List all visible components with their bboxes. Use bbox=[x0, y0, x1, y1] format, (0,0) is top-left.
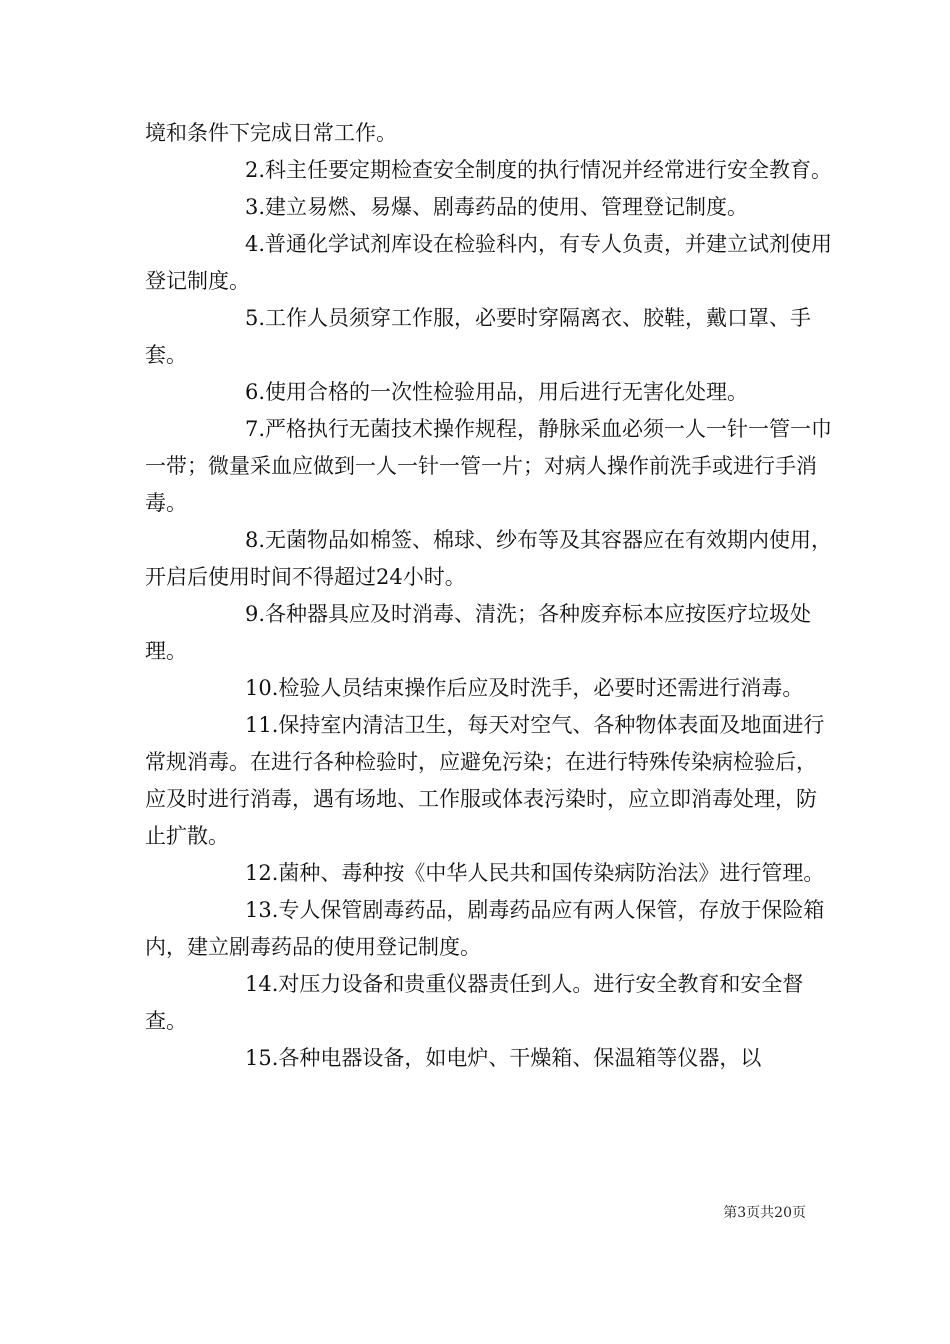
paragraph-item-7: 7.严格执行无菌技术操作规程，静脉采血必须一人一针一管一巾一带；微量采血应做到一人一针一管一片；对病人操作前洗手或进行手消毒。 bbox=[145, 417, 833, 515]
paragraph-item-8: 8.无菌物品如棉签、棉球、纱布等及其容器应在有效期内使用，开启后使用时间不得超过24小时。 bbox=[145, 528, 833, 589]
paragraph-item-12: 12.菌种、毒种按《中华人民共和国传染病防治法》进行管理。 bbox=[245, 861, 825, 885]
paragraph-item-4: 4.普通化学试剂库设在检验科内，有专人负责，并建立试剂使用登记制度。 bbox=[145, 232, 833, 293]
paragraph-item-3: 3.建立易燃、易爆、剧毒药品的使用、管理登记制度。 bbox=[245, 195, 749, 219]
paragraph-item-11: 11.保持室内清洁卫生，每天对空气、各种物体表面及地面进行常规消毒。在进行各种检验时，应避免污染；在进行特殊传染病检验后，应及时进行消毒，遇有场地、工作服或体表污染时，应立即消毒处理，防止扩散。 bbox=[145, 713, 825, 848]
paragraph-item-6: 6.使用合格的一次性检验用品，用后进行无害化处理。 bbox=[245, 380, 749, 404]
paragraph-item-5: 5.工作人员须穿工作服，必要时穿隔离衣、胶鞋，戴口罩、手套。 bbox=[145, 306, 812, 367]
body-text bbox=[145, 115, 835, 1077]
paragraph-item-9: 9.各种器具应及时消毒、清洗；各种废弃标本应按医疗垃圾处理。 bbox=[145, 602, 812, 663]
paragraph-item-10: 10.检验人员结束操作后应及时洗手，必要时还需进行消毒。 bbox=[245, 676, 804, 700]
paragraph-item-2: 2.科主任要定期检查安全制度的执行情况并经常进行安全教育。 bbox=[245, 158, 833, 182]
page-number: 第3页共20页 bbox=[723, 1205, 806, 1221]
paragraph-item-13: 13.专人保管剧毒药品，剧毒药品应有两人保管，存放于保险箱内，建立剧毒药品的使用登记制度。 bbox=[145, 898, 825, 959]
paragraph-continuation: 境和条件下完成日常工作。 bbox=[145, 121, 397, 145]
paragraph-item-14: 14.对压力设备和贵重仪器责任到人。进行安全教育和安全督查。 bbox=[145, 972, 804, 1033]
paragraph-item-15: 15.各种电器设备，如电炉、干燥箱、保温箱等仪器，以 bbox=[245, 1046, 762, 1070]
